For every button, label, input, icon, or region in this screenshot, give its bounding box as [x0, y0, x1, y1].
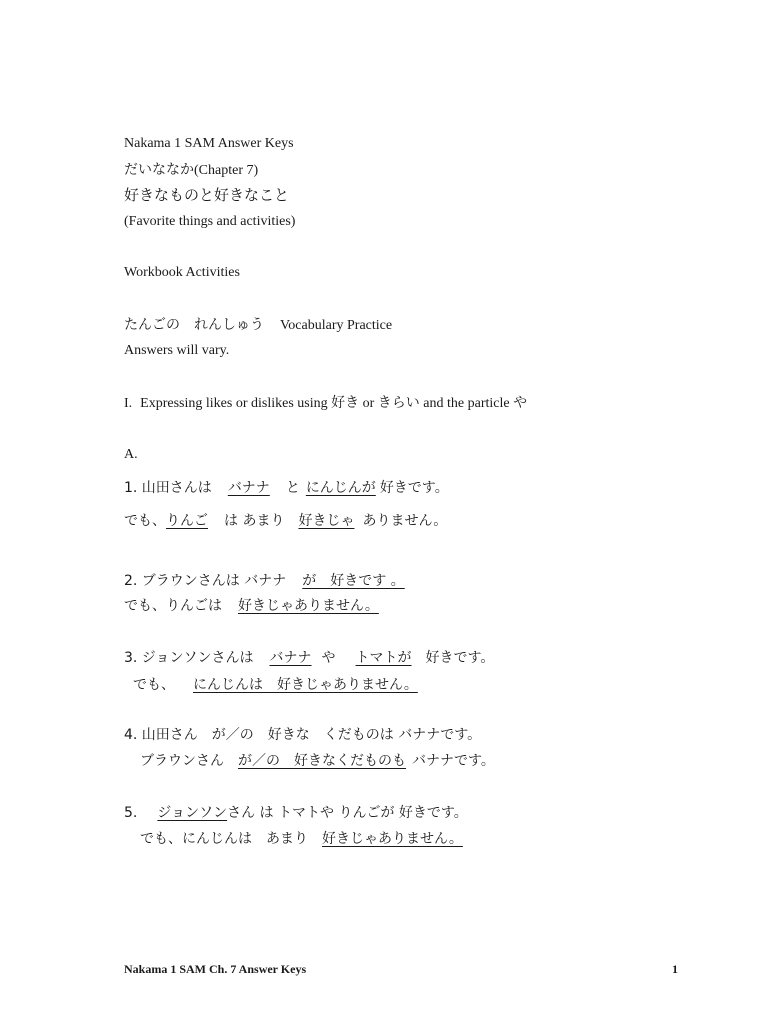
section-1-kirai: きらい [377, 395, 420, 411]
item-5-demo: でも、にんじんは あまり [140, 831, 308, 847]
chapter-jp: だいななか [124, 162, 194, 178]
item-3-answer-banana: バナナ [269, 650, 312, 666]
item-4-brown: ブラウンさん [140, 753, 224, 769]
topic-en: (Favorite things and activities) [124, 214, 296, 229]
item-5-line-2 [140, 830, 463, 848]
item-1-wa-amari: は あまり [224, 513, 285, 529]
item-2-answer-sukija: 好きじゃありません。 [238, 598, 379, 614]
item-1-answer-ringo: りんご [166, 513, 208, 529]
chapter-line [124, 161, 258, 180]
item-4-line-1 [124, 726, 481, 744]
item-1-answer-sukija: 好きじゃ [298, 513, 355, 529]
item-3-answer-sukija: にんじんは 好きじゃありません。 [193, 677, 418, 693]
page-number: 1 [672, 962, 678, 976]
item-4-answer: が／の 好きなくだものも [238, 753, 406, 769]
item-2-demo: でも、りんごは [124, 598, 222, 614]
item-5-number: 5. [124, 805, 138, 821]
item-1-line-2 [124, 512, 447, 530]
item-1-arimasen: ありません。 [362, 513, 448, 529]
item-4-banana: バナナです。 [412, 753, 495, 769]
item-5-answer-johnson: ジョンソン [157, 805, 228, 821]
section-1-text-b: and the particle [419, 396, 514, 411]
item-3-answer-tomato: トマトが [355, 650, 412, 666]
vocab-note: Answers will vary. [124, 343, 230, 358]
chapter-en: (Chapter 7) [194, 163, 259, 178]
item-2-prefix: 2. ブラウンさんは バナナ [124, 573, 287, 589]
item-5-answer-sukija: 好きじゃありません。 [322, 831, 463, 847]
item-1-answer-banana: バナナ [227, 480, 270, 496]
item-3-ya: や [321, 650, 336, 666]
item-2-line-2 [124, 597, 379, 615]
item-3-demo: でも、 [133, 677, 175, 693]
topic-jp: 好きなものと好きなこと [124, 186, 290, 204]
vocab-en: Vocabulary Practice [280, 318, 393, 333]
item-5-line-1 [124, 804, 468, 822]
item-3-line-2 [133, 676, 418, 694]
item-2-answer: が 好きです 。 [302, 573, 405, 589]
section-1-or: or [359, 396, 378, 411]
item-5-rest: さん は トマトや りんごが 好きです。 [227, 805, 468, 821]
item-3-prefix: 3. ジョンソンさんは [124, 650, 254, 666]
vocab-jp: たんごの れんしゅう [124, 317, 264, 333]
item-1-answer-ninjin: にんじんが [305, 480, 376, 496]
section-1-number: I. [124, 396, 133, 411]
item-4-sentence: 4. 山田さん が／の 好きな くだものは バナナです。 [124, 727, 482, 743]
section-1-text-a: Expressing likes or dislikes using [140, 396, 332, 411]
section-1-ya: や [513, 395, 528, 411]
item-3-line-1 [124, 649, 494, 667]
vocab-heading [124, 316, 392, 335]
section-1-heading [124, 394, 527, 413]
item-1-line-1 [124, 479, 449, 497]
item-1-demo: でも、 [124, 513, 166, 529]
subsection-a: A. [124, 447, 138, 462]
item-2-line-1 [124, 572, 405, 590]
item-1-to: と [285, 480, 300, 496]
item-3-suki: 好きです。 [425, 650, 495, 666]
workbook-heading: Workbook Activities [124, 265, 240, 280]
section-1-suki: 好き [331, 395, 360, 411]
footer-title: Nakama 1 SAM Ch. 7 Answer Keys [124, 962, 307, 976]
item-1-suki: 好きです。 [379, 480, 449, 496]
item-1-prefix: 1. 山田さんは [124, 480, 212, 496]
doc-title: Nakama 1 SAM Answer Keys [124, 136, 294, 151]
item-4-line-2 [140, 752, 495, 770]
